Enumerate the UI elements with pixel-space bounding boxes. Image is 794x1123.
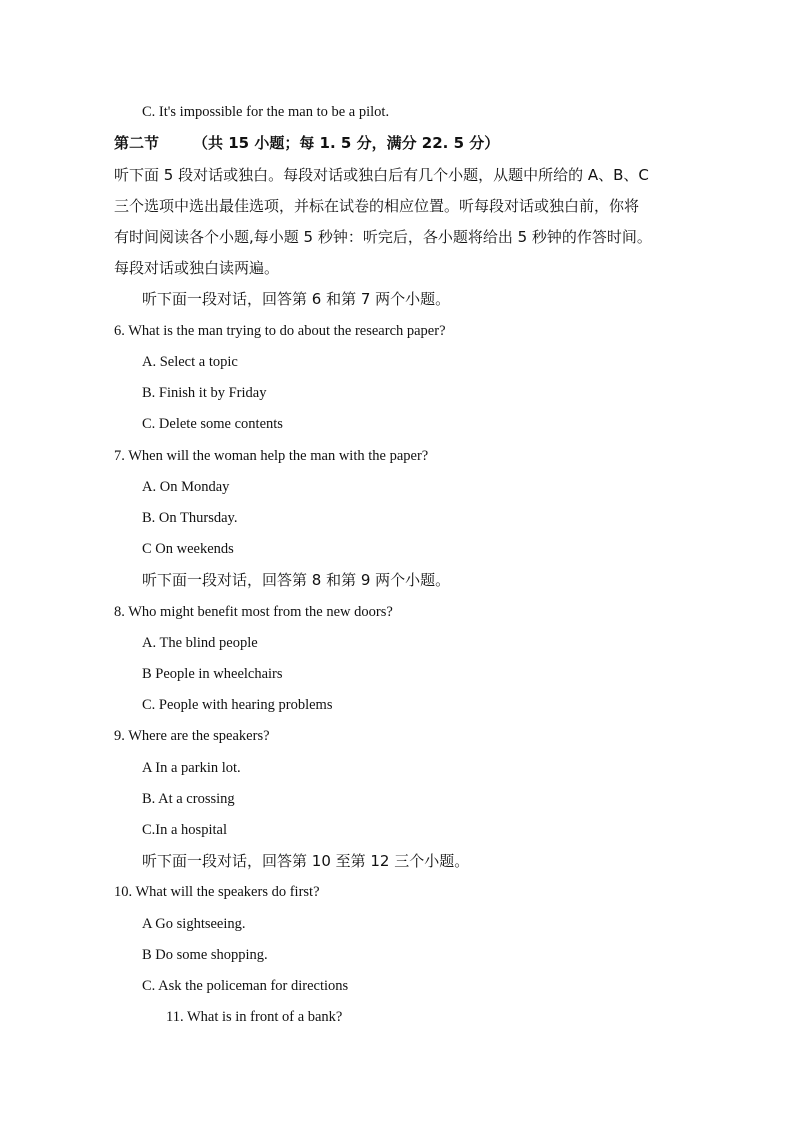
section-heading [114,133,499,153]
question-8-option-a: A. The blind people [142,635,258,651]
question-7-option-c: C On weekends [142,541,234,557]
question-8-option-b: B People in wheelchairs [142,666,283,682]
question-8: 8. Who might benefit most from the new doors? [114,604,393,620]
question-7-option-b: B. On Thursday. [142,510,238,526]
section-number: 第二节 [114,134,160,152]
listening-instruction: 听下面一段对话，回答第 8 和第 9 两个小题。 [142,571,451,589]
section-scoring: （共 15 小题；每 1. 5 分，满分 22. 5 分） [193,134,500,152]
question-8-option-c: C. People with hearing problems [142,697,333,713]
instruction-paragraph-line: 听下面 5 段对话或独白。每段对话或独白后有几个小题，从题中所给的 A、B、C [114,166,649,184]
option-line: C. It's impossible for the man to be a pilot. [142,104,390,120]
listening-instruction: 听下面一段对话，回答第 10 至第 12 三个小题。 [142,852,470,870]
instruction-paragraph-line: 三个选项中选出最佳选项，并标在试卷的相应位置。听每段对话或独白前，你将 [114,197,640,215]
instruction-paragraph-line: 有时间阅读各个小题,每小题 5 秒钟：听完后，各小题将给出 5 秒钟的作答时间。 [114,228,652,246]
question-9: 9. Where are the speakers? [114,728,270,744]
question-10-option-b: B Do some shopping. [142,947,268,963]
question-6-option-b: B. Finish it by Friday [142,385,267,401]
question-6-option-c: C. Delete some contents [142,416,283,432]
question-6-option-a: A. Select a topic [142,354,238,370]
question-6: 6. What is the man trying to do about the research paper? [114,323,446,339]
question-10: 10. What will the speakers do first? [114,884,320,900]
instruction-paragraph-line: 每段对话或独白读两遍。 [114,259,280,277]
question-9-option-c: C.In a hospital [142,822,227,838]
question-9-option-b: B. At a crossing [142,791,235,807]
listening-instruction: 听下面一段对话，回答第 6 和第 7 两个小题。 [142,290,451,308]
question-11: 11. What is in front of a bank? [166,1009,343,1025]
question-10-option-c: C. Ask the policeman for directions [142,978,349,994]
question-7-option-a: A. On Monday [142,479,230,495]
question-9-option-a: A In a parkin lot. [142,760,241,776]
question-7: 7. When will the woman help the man with the paper? [114,448,429,464]
question-10-option-a: A Go sightseeing. [142,916,246,932]
